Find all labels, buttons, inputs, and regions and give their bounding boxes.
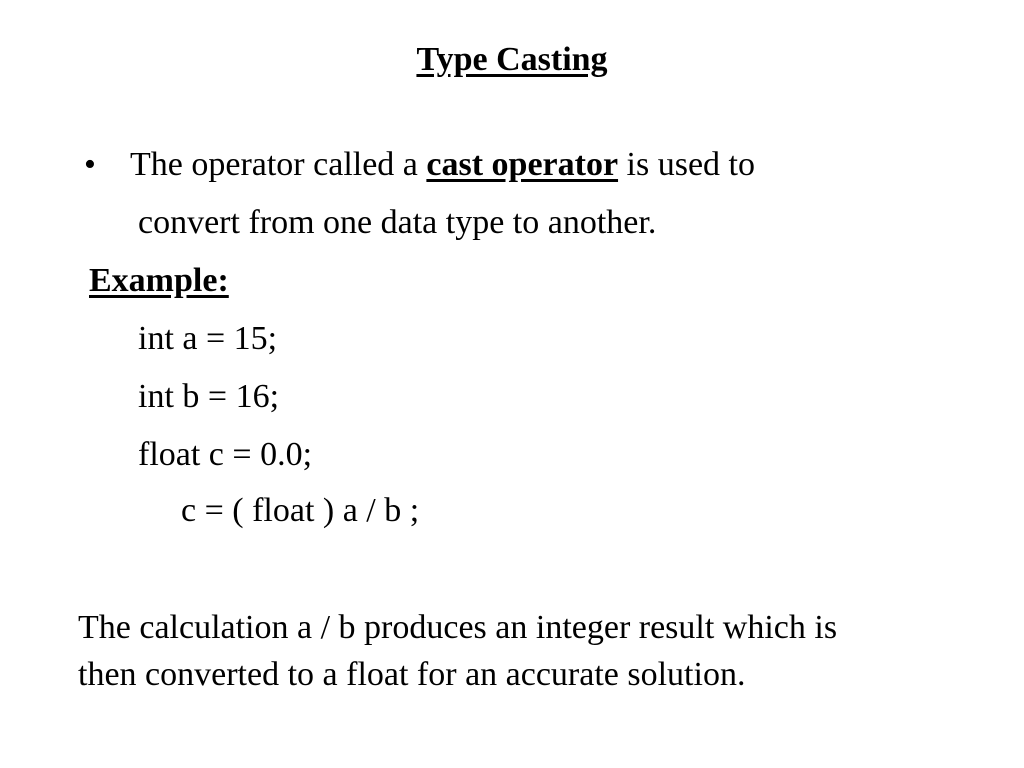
bullet-line-1-prefix: The operator called a xyxy=(130,146,427,183)
bullet-marker: • xyxy=(84,146,96,183)
explanation-paragraph xyxy=(78,604,978,698)
code-line: int a = 15; xyxy=(138,320,278,357)
code-line: int b = 16; xyxy=(138,378,280,415)
example-heading: Example: xyxy=(89,262,229,299)
cast-operator-term: cast operator xyxy=(426,146,619,183)
code-line: float c = 0.0; xyxy=(138,436,313,473)
explanation-line-1: The calculation a / b produces an integer result which is xyxy=(78,609,838,646)
slide-title: Type Casting xyxy=(416,41,608,78)
bullet-line-1-suffix: is used to xyxy=(618,146,755,183)
explanation-line-2: then converted to a float for an accurate solution. xyxy=(78,656,746,693)
code-line: c = ( float ) a / b ; xyxy=(181,492,420,529)
bullet-line-2: convert from one data type to another. xyxy=(138,204,657,241)
bullet-line-1 xyxy=(130,145,755,185)
